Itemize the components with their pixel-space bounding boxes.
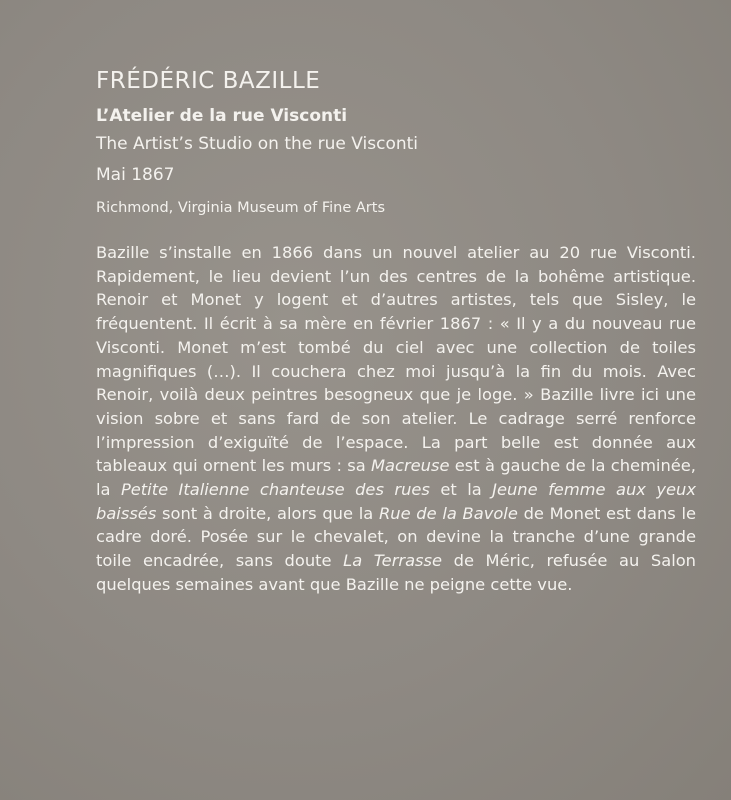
description-text: Bazille s’installe en 1866 dans un nouvel atelier au 20 rue Visconti. Rapidement, le lieu devient l’un des centres de la bohême artistique. Renoir et Monet y logent et d’autres artistes, tels que Sisley, le fréquentent. Il écrit à sa mère en février 1867 : « Il y a du nouveau rue Visconti. Monet m’est tombé du ciel avec une collection de toiles magnifiques (…). Il couchera chez moi jusqu’à la fin du mois. Avec Renoir, voilà deux peintres besogneux que je loge. » Bazille livre ici une vision sobre et sans fard de son atelier. Le cadrage serré renforce l’impression d’exiguïté de l’espace. La part belle est donnée aux tableaux qui ornent les murs : sa [96,243,696,476]
artwork-reference: Rue de la Bavole [378,503,518,523]
artwork-reference: La Terrasse [343,551,443,571]
description-text: et la [429,480,493,500]
artwork-date: Mai 1867 [96,165,175,185]
artwork-title-english: The Artist’s Studio on the rue Visconti [96,134,419,154]
artwork-reference: Petite Italienne chanteuse des rues [120,480,430,500]
description-text: sont à droite, alors que la [156,503,379,523]
artwork-title-french: L’Atelier de la rue Visconti [96,106,348,126]
museum-wall-label [96,66,706,597]
description-text: de Monet est dans le cadre doré. Posée sur le chevalet, on devine la tranche d’une grande toile encadrée, sans doute [96,503,697,571]
artwork-location: Richmond, Virginia Museum of Fine Arts [96,200,385,216]
artwork-reference: Jeune femme aux yeux baissés [96,480,696,523]
label-description [96,241,696,597]
artwork-reference: Macreuse [371,456,450,476]
description-text: de Méric, refusée au Salon quelques semaines avant que Bazille ne peigne cette vue. [96,551,696,594]
description-text: est à gauche de la cheminée, la [96,456,696,500]
artist-name: FRÉDÉRIC BAZILLE [96,68,321,94]
